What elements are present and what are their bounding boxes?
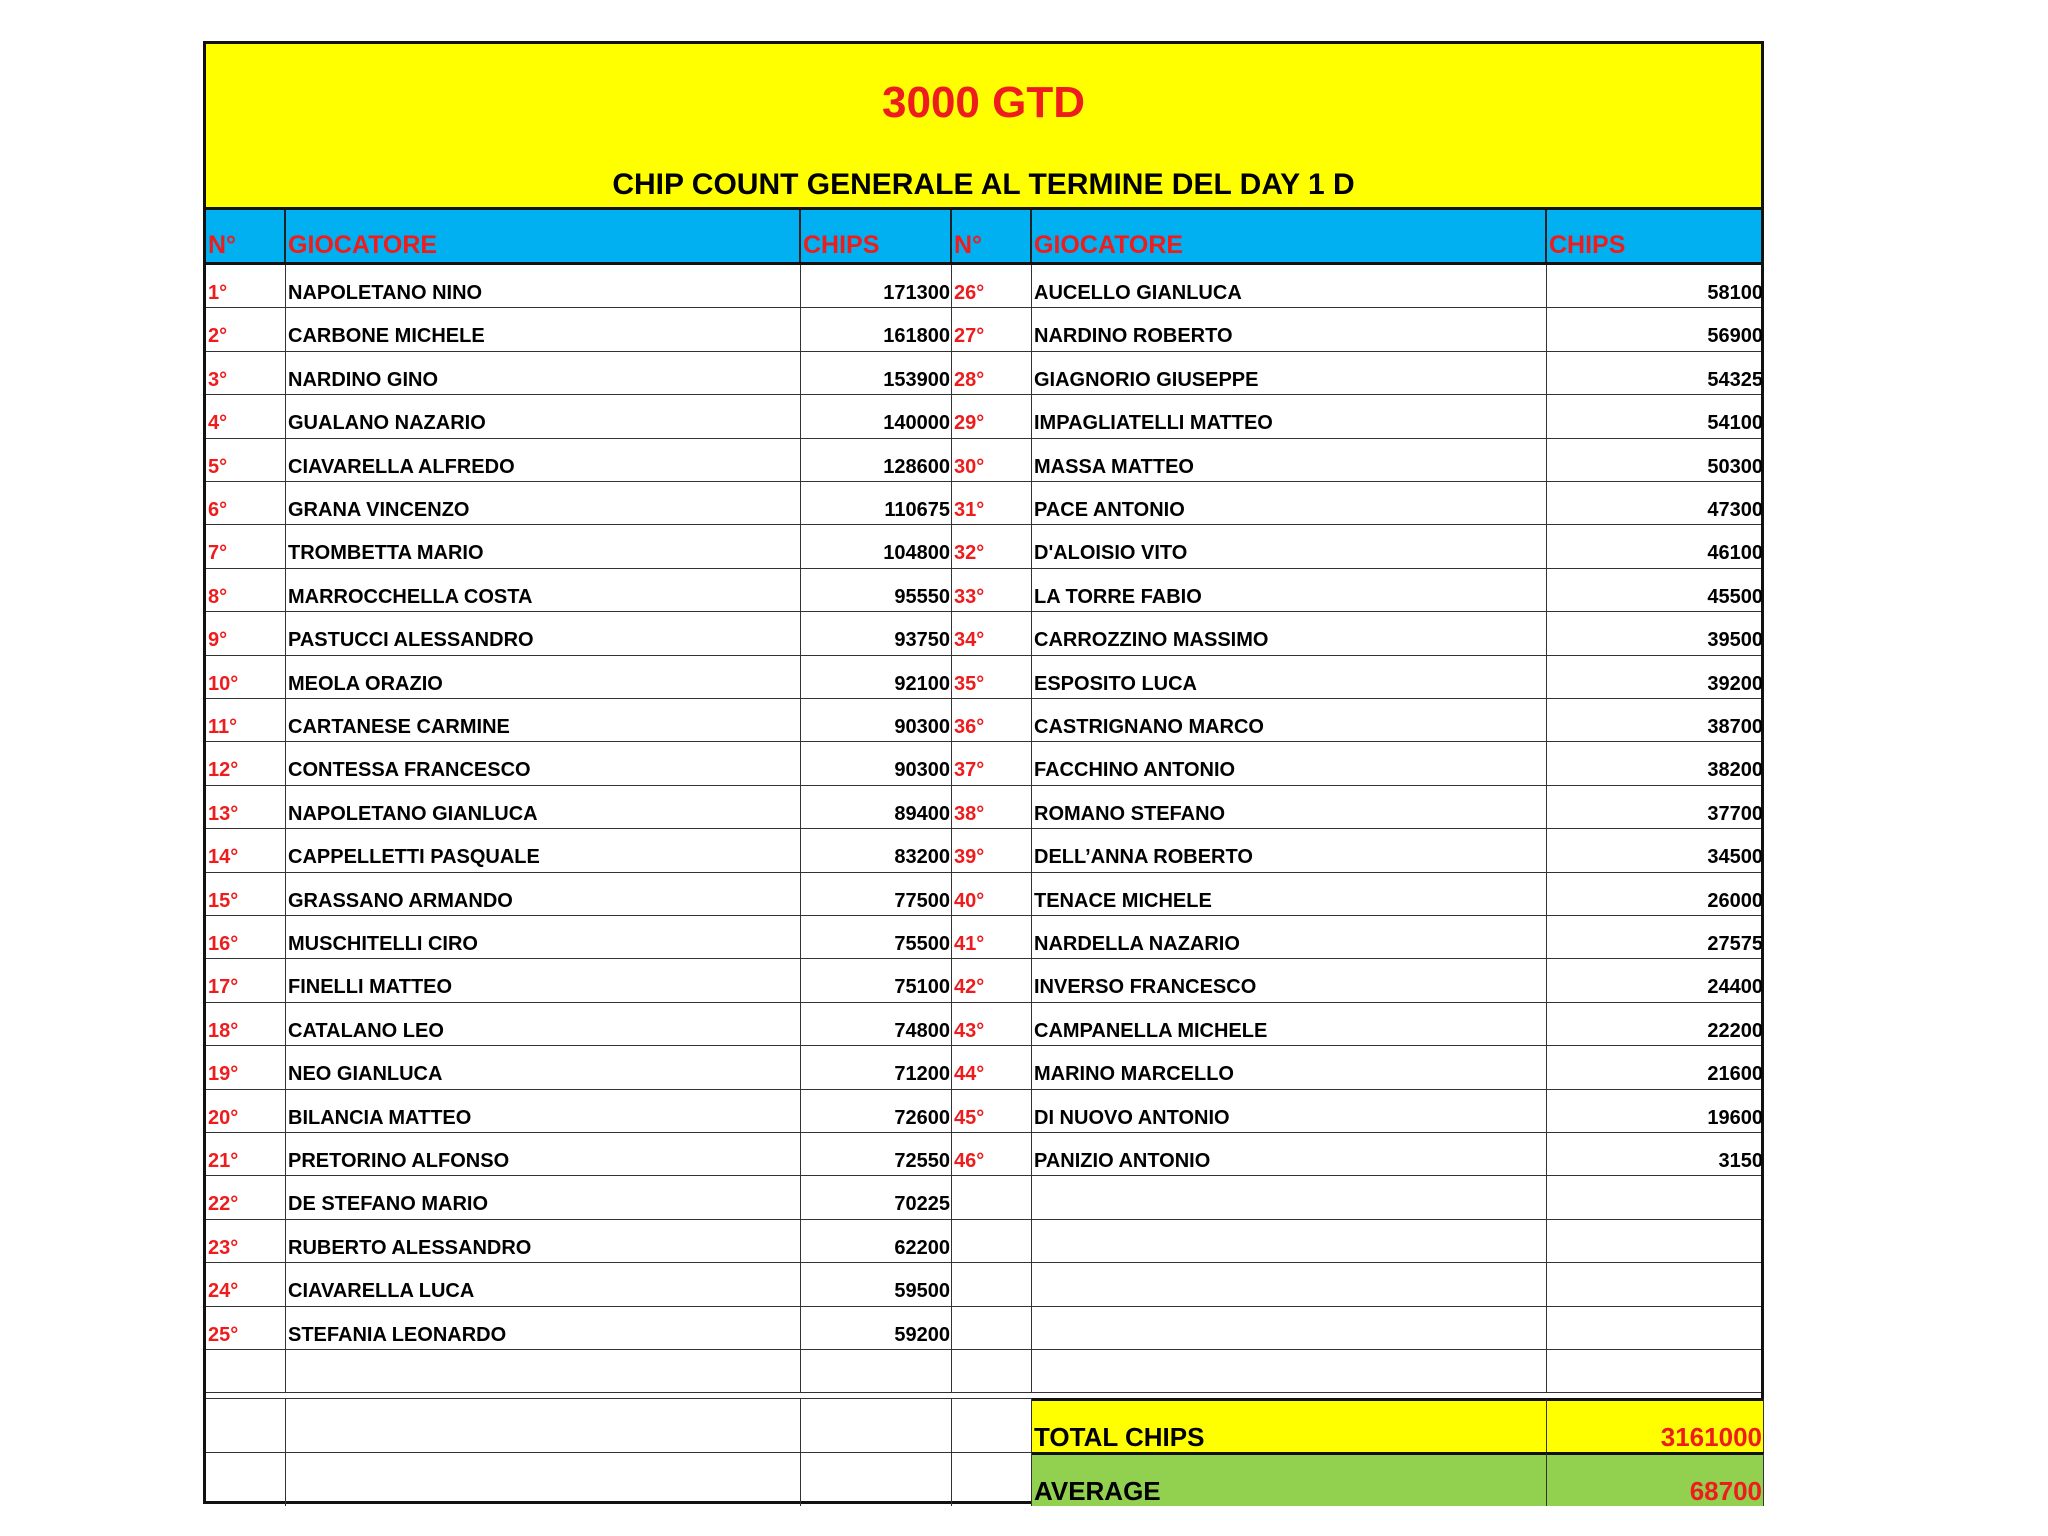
player-position: 24°: [206, 1263, 286, 1305]
chip-count-sheet: [203, 41, 1764, 1504]
player-chips: 110675: [801, 482, 952, 524]
player-chips: 59200: [801, 1307, 952, 1349]
player-name: [286, 1350, 801, 1392]
player-name: NAPOLETANO NINO: [286, 265, 801, 307]
player-position: 1°: [206, 265, 286, 307]
player-chips: 71200: [801, 1046, 952, 1088]
empty-cell: [801, 1398, 952, 1452]
player-position: 42°: [952, 959, 1032, 1001]
player-chips: [1547, 1176, 1764, 1218]
empty-cell: [206, 1452, 286, 1506]
player-position: 3°: [206, 352, 286, 394]
table-row: [206, 525, 1761, 568]
player-name: CAPPELLETTI PASQUALE: [286, 829, 801, 871]
player-name: CASTRIGNANO MARCO: [1032, 699, 1547, 741]
player-chips: 21600: [1707, 1063, 1763, 1086]
player-name: GRANA VINCENZO: [286, 482, 801, 524]
player-name: D'ALOISIO VITO: [1032, 525, 1547, 567]
player-name: CATALANO LEO: [286, 1003, 801, 1045]
player-chips: 54100: [1707, 412, 1763, 435]
table-row: [206, 656, 1761, 699]
player-chips: 104800: [801, 525, 952, 567]
player-chips: 70225: [801, 1176, 952, 1218]
table-row: [206, 1263, 1761, 1306]
player-position: 26°: [952, 265, 1032, 307]
table-row: [206, 1176, 1761, 1219]
player-name: CIAVARELLA ALFREDO: [286, 439, 801, 481]
player-name: CONTESSA FRANCESCO: [286, 742, 801, 784]
player-chips: 58100: [1707, 282, 1763, 304]
player-position: 9°: [206, 612, 286, 654]
player-chips: [801, 1350, 952, 1392]
player-position: 27°: [952, 308, 1032, 350]
player-position: 45°: [952, 1090, 1032, 1132]
player-chips: 50300: [1707, 455, 1763, 478]
table-row: [206, 612, 1761, 655]
player-position: 34°: [952, 612, 1032, 654]
player-name: RUBERTO ALESSANDRO: [286, 1220, 801, 1262]
player-position: 30°: [952, 439, 1032, 481]
table-row: [206, 569, 1761, 612]
player-chips: 37700: [1707, 802, 1763, 825]
player-position: 40°: [952, 873, 1032, 915]
player-name: BILANCIA MATTEO: [286, 1090, 801, 1132]
player-position: 20°: [206, 1090, 286, 1132]
player-position: 44°: [952, 1046, 1032, 1088]
player-name: PANIZIO ANTONIO: [1032, 1133, 1547, 1175]
player-name: MARINO MARCELLO: [1032, 1046, 1547, 1088]
player-position: 43°: [952, 1003, 1032, 1045]
player-chips: 128600: [801, 439, 952, 481]
total-chips-value: 3161000: [1547, 1398, 1764, 1452]
player-position: [952, 1263, 1032, 1305]
player-position: 29°: [952, 395, 1032, 437]
player-name: IMPAGLIATELLI MATTEO: [1032, 395, 1547, 437]
player-name: FINELLI MATTEO: [286, 959, 801, 1001]
table-row: [206, 873, 1761, 916]
table-row: [206, 699, 1761, 742]
player-chips: 153900: [801, 352, 952, 394]
table-row: [206, 1046, 1761, 1089]
table-row: [206, 1003, 1761, 1046]
player-chips: 75500: [801, 916, 952, 958]
player-name: ROMANO STEFANO: [1032, 786, 1547, 828]
player-position: [206, 1350, 286, 1392]
table-header: [206, 210, 1761, 265]
player-chips: [1547, 1307, 1764, 1349]
average-value: 68700: [1547, 1452, 1764, 1506]
player-chips: 38200: [1707, 759, 1763, 782]
player-position: [952, 1307, 1032, 1349]
player-chips: 161800: [801, 308, 952, 350]
player-position: 37°: [952, 742, 1032, 784]
player-name: [1032, 1307, 1547, 1349]
player-chips: 38700: [1707, 716, 1763, 738]
header-player-left: GIOCATORE: [286, 210, 801, 262]
player-position: 23°: [206, 1220, 286, 1262]
player-chips: 171300: [801, 265, 952, 307]
table-row: [206, 742, 1761, 785]
player-chips: [1547, 1220, 1764, 1262]
table-row: [206, 352, 1761, 395]
player-name: CARTANESE CARMINE: [286, 699, 801, 741]
page-subtitle: CHIP COUNT GENERALE AL TERMINE DEL DAY 1 D: [612, 168, 1355, 201]
player-chips: 46100: [1707, 542, 1763, 565]
table-row: [206, 829, 1761, 872]
player-position: 46°: [952, 1133, 1032, 1175]
player-name: DE STEFANO MARIO: [286, 1176, 801, 1218]
table-row: [206, 1307, 1761, 1350]
player-name: GRASSANO ARMANDO: [286, 873, 801, 915]
player-chips: 89400: [801, 786, 952, 828]
player-name: MARROCCHELLA COSTA: [286, 569, 801, 611]
player-chips: 90300: [801, 742, 952, 784]
player-name: MASSA MATTEO: [1032, 439, 1547, 481]
player-chips: 72600: [801, 1090, 952, 1132]
player-chips: 72550: [801, 1133, 952, 1175]
player-position: 19°: [206, 1046, 286, 1088]
player-chips: 19600: [1707, 1106, 1763, 1129]
player-chips: 62200: [801, 1220, 952, 1262]
player-position: 25°: [206, 1307, 286, 1349]
player-chips: 26000: [1707, 889, 1763, 912]
player-chips: 140000: [801, 395, 952, 437]
player-name: GUALANO NAZARIO: [286, 395, 801, 437]
player-position: 22°: [206, 1176, 286, 1218]
player-position: [952, 1176, 1032, 1218]
player-position: 38°: [952, 786, 1032, 828]
header-chips-left: CHIPS: [801, 210, 952, 262]
player-name: CARBONE MICHELE: [286, 308, 801, 350]
player-name: [1032, 1176, 1547, 1218]
player-position: 18°: [206, 1003, 286, 1045]
player-name: CARROZZINO MASSIMO: [1032, 612, 1547, 654]
player-name: PRETORINO ALFONSO: [286, 1133, 801, 1175]
player-name: STEFANIA LEONARDO: [286, 1307, 801, 1349]
title-block: [206, 44, 1761, 210]
player-position: 28°: [952, 352, 1032, 394]
player-name: MUSCHITELLI CIRO: [286, 916, 801, 958]
empty-cell: [206, 1398, 286, 1452]
player-chips: 59500: [801, 1263, 952, 1305]
player-chips: 47300: [1707, 499, 1763, 521]
player-position: 12°: [206, 742, 286, 784]
empty-cell: [952, 1398, 1032, 1452]
page-title: 3000 GTD: [882, 78, 1085, 127]
player-chips: 24400: [1707, 976, 1763, 999]
empty-cell: [286, 1398, 801, 1452]
player-name: GIAGNORIO GIUSEPPE: [1032, 352, 1547, 394]
player-position: 36°: [952, 699, 1032, 741]
table-row: [206, 395, 1761, 438]
player-chips: 77500: [801, 873, 952, 915]
player-name: [1032, 1263, 1547, 1305]
player-name: INVERSO FRANCESCO: [1032, 959, 1547, 1001]
table-row: [206, 1133, 1761, 1176]
player-chips: 93750: [801, 612, 952, 654]
empty-cell: [286, 1452, 801, 1506]
table-row: [206, 916, 1761, 959]
header-chips-right: CHIPS: [1549, 231, 1626, 259]
player-name: FACCHINO ANTONIO: [1032, 742, 1547, 784]
player-name: ESPOSITO LUCA: [1032, 656, 1547, 698]
table-row: [206, 1220, 1761, 1263]
player-chips: [1547, 1350, 1764, 1392]
player-name: [1032, 1350, 1547, 1392]
player-name: AUCELLO GIANLUCA: [1032, 265, 1547, 307]
table-row: [206, 482, 1761, 525]
table-row: [206, 959, 1761, 1002]
player-chips: 75100: [801, 959, 952, 1001]
header-num-left: N°: [206, 210, 286, 262]
player-chips: 56900: [1707, 325, 1763, 348]
player-position: 15°: [206, 873, 286, 915]
player-name: NARDINO ROBERTO: [1032, 308, 1547, 350]
player-chips: 22200: [1707, 1019, 1763, 1042]
player-position: 39°: [952, 829, 1032, 871]
player-chips: 74800: [801, 1003, 952, 1045]
player-position: 5°: [206, 439, 286, 481]
player-position: 41°: [952, 916, 1032, 958]
player-position: 4°: [206, 395, 286, 437]
empty-cell: [801, 1452, 952, 1506]
player-name: [1032, 1220, 1547, 1262]
header-num-right: N°: [952, 210, 1032, 262]
player-chips: [1547, 1263, 1764, 1305]
table-row: [206, 786, 1761, 829]
player-position: [952, 1350, 1032, 1392]
player-position: 14°: [206, 829, 286, 871]
player-position: 7°: [206, 525, 286, 567]
table-row: [206, 1090, 1761, 1133]
player-name: PACE ANTONIO: [1032, 482, 1547, 524]
player-position: 33°: [952, 569, 1032, 611]
player-chips: 95550: [801, 569, 952, 611]
player-name: CIAVARELLA LUCA: [286, 1263, 801, 1305]
player-position: 8°: [206, 569, 286, 611]
player-position: 16°: [206, 916, 286, 958]
player-position: 32°: [952, 525, 1032, 567]
player-name: NARDELLA NAZARIO: [1032, 916, 1547, 958]
player-name: MEOLA ORAZIO: [286, 656, 801, 698]
player-position: 31°: [952, 482, 1032, 524]
player-chips: 34500: [1707, 846, 1763, 869]
player-name: TROMBETTA MARIO: [286, 525, 801, 567]
player-chips: 39200: [1707, 672, 1763, 695]
player-chips: 54325: [1707, 368, 1763, 391]
player-position: 13°: [206, 786, 286, 828]
player-chips: 83200: [801, 829, 952, 871]
player-name: NEO GIANLUCA: [286, 1046, 801, 1088]
player-position: 6°: [206, 482, 286, 524]
player-name: DELL’ANNA ROBERTO: [1032, 829, 1547, 871]
player-chips: 39500: [1707, 629, 1763, 652]
player-position: 2°: [206, 308, 286, 350]
player-name: DI NUOVO ANTONIO: [1032, 1090, 1547, 1132]
player-position: [952, 1220, 1032, 1262]
table-row: [206, 1350, 1761, 1393]
player-name: LA TORRE FABIO: [1032, 569, 1547, 611]
player-chips: 90300: [801, 699, 952, 741]
table-row: [206, 308, 1761, 351]
player-position: 17°: [206, 959, 286, 1001]
player-position: 35°: [952, 656, 1032, 698]
player-chips: 92100: [801, 656, 952, 698]
player-name: PASTUCCI ALESSANDRO: [286, 612, 801, 654]
player-position: 21°: [206, 1133, 286, 1175]
average-row: [206, 1452, 1761, 1506]
header-player-right: GIOCATORE: [1032, 210, 1547, 262]
table-row: [206, 439, 1761, 482]
player-name: NAPOLETANO GIANLUCA: [286, 786, 801, 828]
total-row: [206, 1398, 1761, 1452]
player-chips: 3150: [1718, 1150, 1763, 1172]
player-chips: 27575: [1707, 933, 1763, 955]
player-position: 10°: [206, 656, 286, 698]
total-chips-label: TOTAL CHIPS: [1032, 1398, 1547, 1452]
player-name: TENACE MICHELE: [1032, 873, 1547, 915]
table-row: [206, 265, 1761, 308]
player-name: NARDINO GINO: [286, 352, 801, 394]
average-label: AVERAGE: [1032, 1452, 1547, 1506]
player-position: 11°: [206, 699, 286, 741]
empty-cell: [952, 1452, 1032, 1506]
player-chips: 45500: [1707, 585, 1763, 608]
player-name: CAMPANELLA MICHELE: [1032, 1003, 1547, 1045]
